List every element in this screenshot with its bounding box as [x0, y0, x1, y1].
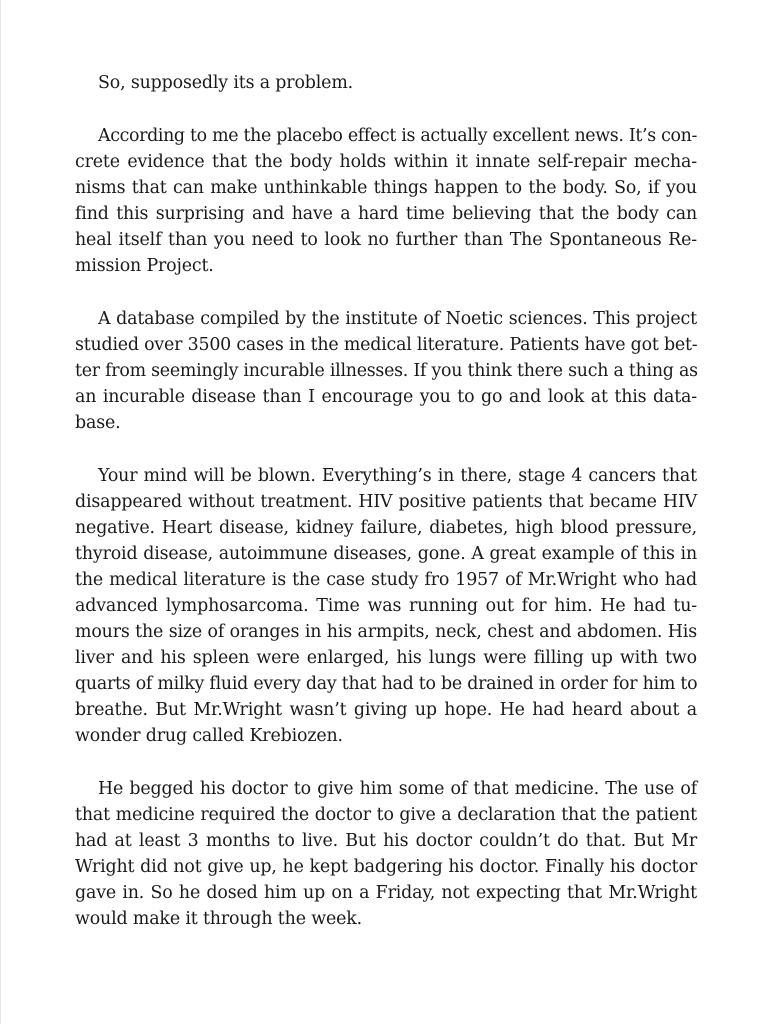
paragraph-4-line-2: disappeared without treatment. HIV positive patients that became HIV — [75, 492, 697, 512]
paragraph-5-line-6: would make it through the week. — [75, 909, 362, 929]
paragraph-3-line-5: base. — [75, 413, 121, 433]
paragraph-2-line-4: find this surprising and have a hard time believing that the body can — [75, 204, 697, 224]
paragraph-4-line-6: advanced lymphosarcoma. Time was running out for him. He had tu- — [75, 596, 697, 616]
paragraph-4-line-1: Your mind will be blown. Everything’s in there, stage 4 cancers that — [98, 466, 697, 486]
paragraph-4-line-4: thyroid disease, autoimmune diseases, gone. A great example of this in — [75, 544, 697, 564]
paragraph-2-line-3: nisms that can make unthinkable things happen to the body. So, if you — [75, 178, 697, 198]
paragraph-1-line-1: So, supposedly its a problem. — [98, 73, 354, 93]
paragraph-4-line-8: liver and his spleen were enlarged, his lungs were filling up with two — [75, 648, 697, 668]
paragraph-5-line-5: gave in. So he dosed him up on a Friday, not expecting that Mr.Wright — [75, 883, 697, 903]
paragraph-3-line-2: studied over 3500 cases in the medical literature. Patients have got bet- — [75, 335, 698, 355]
paragraph-4-line-11: wonder drug called Krebiozen. — [75, 726, 343, 746]
paragraph-4-line-7: mours the size of oranges in his armpits, neck, chest and abdomen. His — [75, 622, 697, 642]
paragraph-3-line-1: A database compiled by the institute of Noetic sciences. This project — [98, 309, 697, 329]
paragraph-5-line-3: had at least 3 months to live. But his doctor couldn’t do that. But Mr — [75, 831, 697, 851]
paragraph-4-line-3: negative. Heart disease, kidney failure, diabetes, high blood pressure, — [75, 518, 697, 538]
paragraph-2-line-6: mission Project. — [75, 256, 214, 276]
paragraph-4-line-5: the medical literature is the case study fro 1957 of Mr.Wright who had — [75, 570, 697, 590]
paragraph-4-line-10: breathe. But Mr.Wright wasn’t giving up hope. He had heard about a — [75, 700, 697, 720]
paragraph-2-line-1: According to me the placebo effect is actually excellent news. It’s con- — [98, 126, 697, 146]
paragraph-5-line-2: that medicine required the doctor to give a declaration that the patient — [75, 805, 697, 825]
paragraph-2-line-5: heal itself than you need to look no further than The Spontaneous Re- — [75, 230, 697, 250]
paragraph-3-line-4: an incurable disease than I encourage you to go and look at this data- — [75, 387, 697, 407]
paragraph-2-line-2: crete evidence that the body holds within it innate self-repair mecha- — [75, 152, 697, 172]
paragraph-5-line-1: He begged his doctor to give him some of that medicine. The use of — [98, 779, 697, 799]
paragraph-5-line-4: Wright did not give up, he kept badgering his doctor. Finally his doctor — [75, 857, 697, 877]
paragraph-3-line-3: ter from seemingly incurable illnesses. If you think there such a thing as — [75, 361, 698, 381]
paragraph-4-line-9: quarts of milky fluid every day that had to be drained in order for him to — [75, 674, 698, 694]
